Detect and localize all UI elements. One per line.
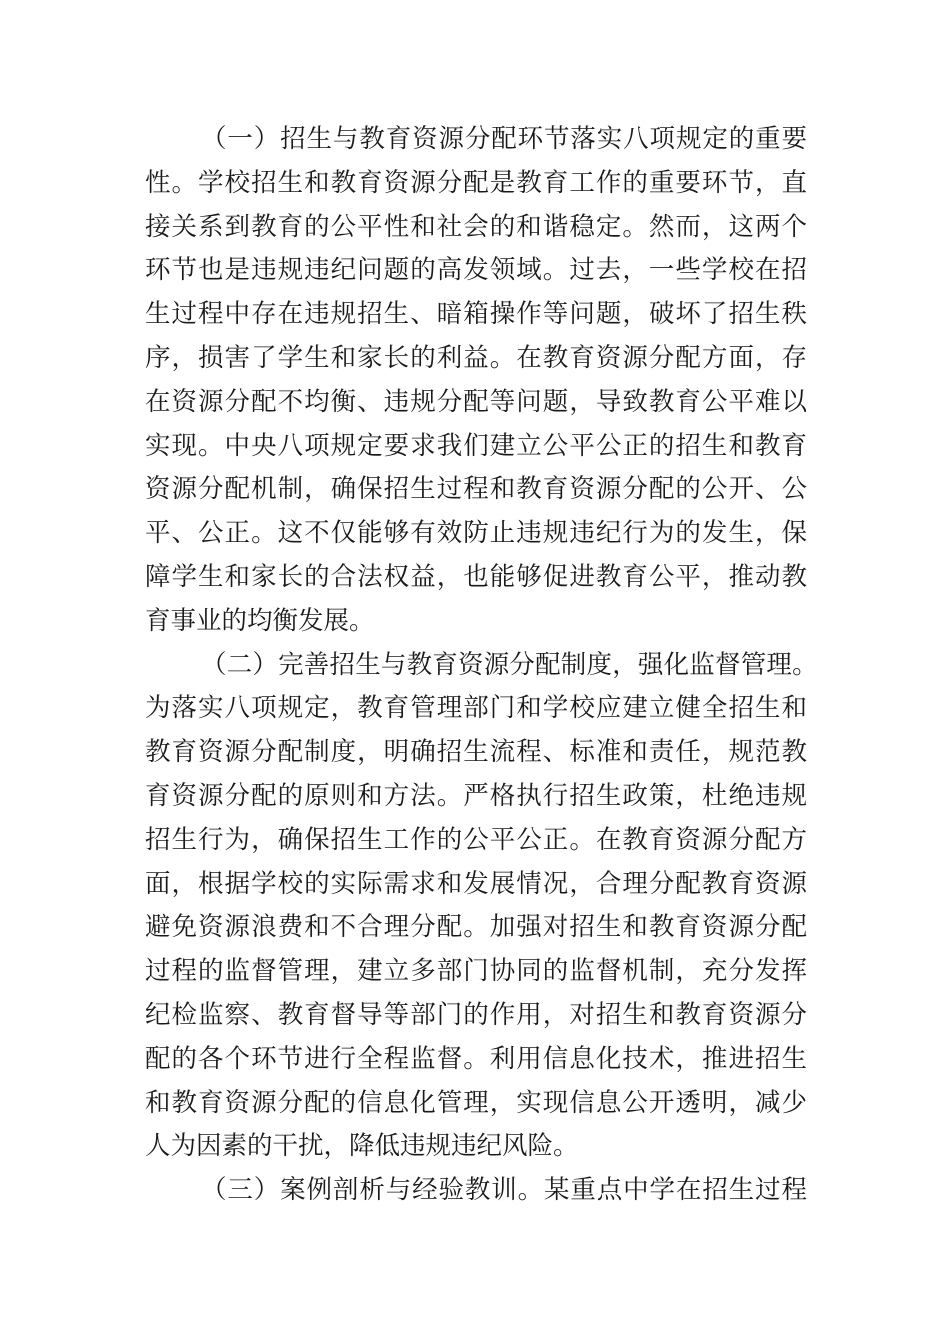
paragraph-line: 资源分配机制，确保招生过程和教育资源分配的公开、公 <box>145 474 807 505</box>
paragraph-line: 育事业的均衡发展。 <box>145 605 375 636</box>
paragraph-line: 接关系到教育的公平性和社会的和谐稳定。然而，这两个 <box>145 211 807 242</box>
paragraph-section-2 <box>145 644 818 1170</box>
paragraph-section-1 <box>145 118 807 644</box>
paragraph-line: 实现。中央八项规定要求我们建立公平公正的招生和教育 <box>145 430 807 461</box>
paragraph-line: （三）案例剖析与经验教训。某重点中学在招生过程 <box>201 1175 807 1206</box>
paragraph-line: 在资源分配不均衡、违规分配等问题，导致教育公平难以 <box>145 386 807 417</box>
document-body <box>145 118 818 1213</box>
paragraph-section-3 <box>145 1169 807 1213</box>
paragraph-line: 面，根据学校的实际需求和发展情况，合理分配教育资源 <box>145 868 807 899</box>
paragraph-line: 性。学校招生和教育资源分配是教育工作的重要环节，直 <box>145 167 807 198</box>
paragraph-line: （一）招生与教育资源分配环节落实八项规定的重要 <box>201 124 807 154</box>
paragraph-line: 招生行为，确保招生工作的公平公正。在教育资源分配方 <box>145 824 807 855</box>
paragraph-line: 为落实八项规定，教育管理部门和学校应建立健全招生和 <box>145 693 807 724</box>
paragraph-line: 环节也是违规违纪问题的高发领域。过去，一些学校在招 <box>145 255 807 286</box>
paragraph-line: 序，损害了学生和家长的利益。在教育资源分配方面，存 <box>145 342 807 373</box>
paragraph-line: 和教育资源分配的信息化管理，实现信息公开透明，减少 <box>145 1087 807 1118</box>
paragraph-line: 生过程中存在违规招生、暗箱操作等问题，破坏了招生秩 <box>145 299 807 330</box>
paragraph-line: （二）完善招生与教育资源分配制度，强化监督管理。 <box>201 649 818 680</box>
paragraph-line: 避免资源浪费和不合理分配。加强对招生和教育资源分配 <box>145 912 807 943</box>
paragraph-line: 配的各个环节进行全程监督。利用信息化技术，推进招生 <box>145 1043 807 1074</box>
paragraph-line: 平、公正。这不仅能够有效防止违规违纪行为的发生，保 <box>145 518 807 549</box>
paragraph-line: 育资源分配的原则和方法。严格执行招生政策，杜绝违规 <box>145 780 807 811</box>
paragraph-line: 人为因素的干扰，降低违规违纪风险。 <box>145 1131 579 1162</box>
paragraph-line: 纪检监察、教育督导等部门的作用，对招生和教育资源分 <box>145 999 807 1030</box>
paragraph-line: 过程的监督管理，建立多部门协同的监督机制，充分发挥 <box>145 956 807 987</box>
paragraph-line: 教育资源分配制度，明确招生流程、标准和责任，规范教 <box>145 737 807 768</box>
paragraph-line: 障学生和家长的合法权益，也能够促进教育公平，推动教 <box>145 561 807 592</box>
